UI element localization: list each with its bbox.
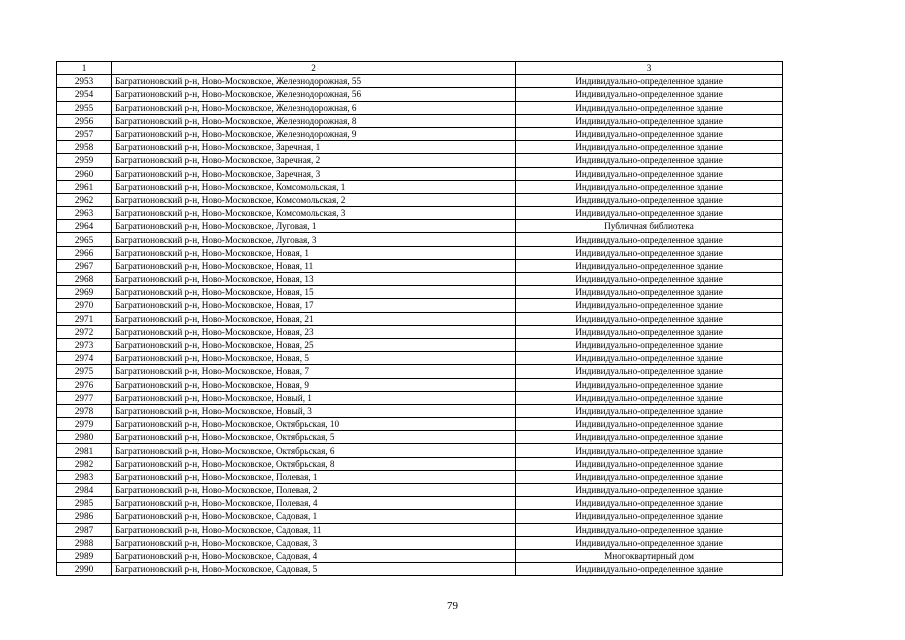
row-number-cell: 2979 [57, 418, 112, 431]
address-cell: Багратионовский р-н, Ново-Московское, Садовая, 4 [112, 549, 516, 562]
building-type-cell: Индивидуально-определенное здание [516, 246, 783, 259]
address-cell: Багратионовский р-н, Ново-Московское, Новая, 17 [112, 299, 516, 312]
address-cell: Багратионовский р-н, Ново-Московское, Комсомольская, 3 [112, 207, 516, 220]
building-type-cell: Индивидуально-определенное здание [516, 338, 783, 351]
table-row [57, 299, 783, 312]
table-row [57, 75, 783, 88]
table-row [57, 536, 783, 549]
row-number-cell: 2970 [57, 299, 112, 312]
table-row [57, 391, 783, 404]
building-type-cell: Индивидуально-определенное здание [516, 233, 783, 246]
address-cell: Багратионовский р-н, Ново-Московское, Железнодорожная, 6 [112, 101, 516, 114]
row-number-cell: 2985 [57, 497, 112, 510]
address-cell: Багратионовский р-н, Ново-Московское, Новый, 3 [112, 404, 516, 417]
row-number-cell: 2965 [57, 233, 112, 246]
address-cell: Багратионовский р-н, Ново-Московское, Садовая, 5 [112, 563, 516, 576]
row-number-cell: 2967 [57, 259, 112, 272]
row-number-cell: 2955 [57, 101, 112, 114]
table-row [57, 325, 783, 338]
column-header-number: 1 [57, 62, 112, 75]
registry-table [56, 61, 783, 576]
row-number-cell: 2959 [57, 154, 112, 167]
row-number-cell: 2971 [57, 312, 112, 325]
row-number-cell: 2969 [57, 286, 112, 299]
address-cell: Багратионовский р-н, Ново-Московское, Октябрьская, 6 [112, 444, 516, 457]
building-type-cell: Индивидуально-определенное здание [516, 418, 783, 431]
table-row [57, 246, 783, 259]
row-number-cell: 2980 [57, 431, 112, 444]
row-number-cell: 2978 [57, 404, 112, 417]
table-row [57, 470, 783, 483]
table-row [57, 141, 783, 154]
row-number-cell: 2984 [57, 484, 112, 497]
building-type-cell: Индивидуально-определенное здание [516, 484, 783, 497]
building-type-cell: Индивидуально-определенное здание [516, 286, 783, 299]
building-type-cell: Индивидуально-определенное здание [516, 404, 783, 417]
building-type-cell: Индивидуально-определенное здание [516, 325, 783, 338]
address-cell: Багратионовский р-н, Ново-Московское, Заречная, 1 [112, 141, 516, 154]
table-row [57, 563, 783, 576]
building-type-cell: Индивидуально-определенное здание [516, 259, 783, 272]
address-cell: Багратионовский р-н, Ново-Московское, Железнодорожная, 56 [112, 88, 516, 101]
table-row [57, 88, 783, 101]
address-cell: Багратионовский р-н, Ново-Московское, Новая, 9 [112, 378, 516, 391]
address-cell: Багратионовский р-н, Ново-Московское, Новая, 1 [112, 246, 516, 259]
address-cell: Багратионовский р-н, Ново-Московское, Железнодорожная, 9 [112, 127, 516, 140]
address-cell: Багратионовский р-н, Ново-Московское, Полевая, 4 [112, 497, 516, 510]
address-cell: Багратионовский р-н, Ново-Московское, Комсомольская, 1 [112, 180, 516, 193]
building-type-cell: Индивидуально-определенное здание [516, 391, 783, 404]
building-type-cell: Индивидуально-определенное здание [516, 101, 783, 114]
table-row [57, 154, 783, 167]
building-type-cell: Индивидуально-определенное здание [516, 352, 783, 365]
table-row [57, 167, 783, 180]
building-type-cell: Индивидуально-определенное здание [516, 299, 783, 312]
row-number-cell: 2958 [57, 141, 112, 154]
table-row [57, 457, 783, 470]
building-type-cell: Индивидуально-определенное здание [516, 470, 783, 483]
table-row [57, 523, 783, 536]
row-number-cell: 2986 [57, 510, 112, 523]
row-number-cell: 2982 [57, 457, 112, 470]
building-type-cell: Индивидуально-определенное здание [516, 312, 783, 325]
table-row [57, 418, 783, 431]
row-number-cell: 2990 [57, 563, 112, 576]
table-row [57, 549, 783, 562]
address-cell: Багратионовский р-н, Ново-Московское, Октябрьская, 8 [112, 457, 516, 470]
building-type-cell: Публичная библиотека [516, 220, 783, 233]
building-type-cell: Индивидуально-определенное здание [516, 193, 783, 206]
row-number-cell: 2981 [57, 444, 112, 457]
building-type-cell: Индивидуально-определенное здание [516, 141, 783, 154]
address-cell: Багратионовский р-н, Ново-Московское, Заречная, 3 [112, 167, 516, 180]
row-number-cell: 2963 [57, 207, 112, 220]
building-type-cell: Индивидуально-определенное здание [516, 563, 783, 576]
building-type-cell: Индивидуально-определенное здание [516, 497, 783, 510]
building-type-cell: Индивидуально-определенное здание [516, 207, 783, 220]
address-cell: Багратионовский р-н, Ново-Московское, Железнодорожная, 8 [112, 114, 516, 127]
building-type-cell: Индивидуально-определенное здание [516, 510, 783, 523]
row-number-cell: 2953 [57, 75, 112, 88]
address-cell: Багратионовский р-н, Ново-Московское, Луговая, 3 [112, 233, 516, 246]
building-type-cell: Индивидуально-определенное здание [516, 88, 783, 101]
row-number-cell: 2973 [57, 338, 112, 351]
row-number-cell: 2975 [57, 365, 112, 378]
column-header-building-type: 3 [516, 62, 783, 75]
row-number-cell: 2976 [57, 378, 112, 391]
row-number-cell: 2966 [57, 246, 112, 259]
row-number-cell: 2956 [57, 114, 112, 127]
row-number-cell: 2972 [57, 325, 112, 338]
address-cell: Багратионовский р-н, Ново-Московское, Октябрьская, 5 [112, 431, 516, 444]
building-type-cell: Индивидуально-определенное здание [516, 431, 783, 444]
row-number-cell: 2987 [57, 523, 112, 536]
row-number-cell: 2983 [57, 470, 112, 483]
address-cell: Багратионовский р-н, Ново-Московское, Новая, 15 [112, 286, 516, 299]
address-cell: Багратионовский р-н, Ново-Московское, Садовая, 11 [112, 523, 516, 536]
row-number-cell: 2988 [57, 536, 112, 549]
row-number-cell: 2968 [57, 273, 112, 286]
table-row [57, 259, 783, 272]
address-cell: Багратионовский р-н, Ново-Московское, Полевая, 2 [112, 484, 516, 497]
address-cell: Багратионовский р-н, Ново-Московское, Новая, 5 [112, 352, 516, 365]
row-number-cell: 2974 [57, 352, 112, 365]
row-number-cell: 2964 [57, 220, 112, 233]
address-cell: Багратионовский р-н, Ново-Московское, Садовая, 3 [112, 536, 516, 549]
table-row [57, 365, 783, 378]
building-type-cell: Индивидуально-определенное здание [516, 444, 783, 457]
table-row [57, 484, 783, 497]
building-type-cell: Индивидуально-определенное здание [516, 127, 783, 140]
table-row [57, 444, 783, 457]
table-row [57, 312, 783, 325]
building-type-cell: Индивидуально-определенное здание [516, 523, 783, 536]
table-row [57, 220, 783, 233]
building-type-cell: Многоквартирный дом [516, 549, 783, 562]
building-type-cell: Индивидуально-определенное здание [516, 167, 783, 180]
building-type-cell: Индивидуально-определенное здание [516, 536, 783, 549]
address-cell: Багратионовский р-н, Ново-Московское, Новая, 25 [112, 338, 516, 351]
table-row [57, 286, 783, 299]
address-cell: Багратионовский р-н, Ново-Московское, Полевая, 1 [112, 470, 516, 483]
address-cell: Багратионовский р-н, Ново-Московское, Комсомольская, 2 [112, 193, 516, 206]
address-cell: Багратионовский р-н, Ново-Московское, Новая, 11 [112, 259, 516, 272]
table-row [57, 180, 783, 193]
table-row [57, 101, 783, 114]
table-row [57, 114, 783, 127]
row-number-cell: 2954 [57, 88, 112, 101]
table-row [57, 378, 783, 391]
row-number-cell: 2977 [57, 391, 112, 404]
building-type-cell: Индивидуально-определенное здание [516, 75, 783, 88]
table-row [57, 233, 783, 246]
column-header-address: 2 [112, 62, 516, 75]
table-row [57, 497, 783, 510]
table-row [57, 207, 783, 220]
table-row [57, 352, 783, 365]
row-number-cell: 2962 [57, 193, 112, 206]
table-row [57, 404, 783, 417]
row-number-cell: 2961 [57, 180, 112, 193]
table-row [57, 338, 783, 351]
building-type-cell: Индивидуально-определенное здание [516, 114, 783, 127]
building-type-cell: Индивидуально-определенное здание [516, 154, 783, 167]
building-type-cell: Индивидуально-определенное здание [516, 457, 783, 470]
building-type-cell: Индивидуально-определенное здание [516, 365, 783, 378]
address-cell: Багратионовский р-н, Ново-Московское, Новый, 1 [112, 391, 516, 404]
table-body [57, 75, 783, 576]
row-number-cell: 2957 [57, 127, 112, 140]
address-cell: Багратионовский р-н, Ново-Московское, Октябрьская, 10 [112, 418, 516, 431]
table-row [57, 273, 783, 286]
address-cell: Багратионовский р-н, Ново-Московское, Новая, 7 [112, 365, 516, 378]
table-header-row [57, 62, 783, 75]
page-number: 79 [447, 600, 458, 612]
address-cell: Багратионовский р-н, Ново-Московское, Новая, 23 [112, 325, 516, 338]
row-number-cell: 2960 [57, 167, 112, 180]
address-cell: Багратионовский р-н, Ново-Московское, Заречная, 2 [112, 154, 516, 167]
table-row [57, 510, 783, 523]
address-cell: Багратионовский р-н, Ново-Московское, Луговая, 1 [112, 220, 516, 233]
address-cell: Багратионовский р-н, Ново-Московское, Новая, 21 [112, 312, 516, 325]
table-row [57, 193, 783, 206]
table-row [57, 127, 783, 140]
address-cell: Багратионовский р-н, Ново-Московское, Железнодорожная, 55 [112, 75, 516, 88]
building-type-cell: Индивидуально-определенное здание [516, 180, 783, 193]
address-cell: Багратионовский р-н, Ново-Московское, Новая, 13 [112, 273, 516, 286]
building-type-cell: Индивидуально-определенное здание [516, 378, 783, 391]
address-cell: Багратионовский р-н, Ново-Московское, Садовая, 1 [112, 510, 516, 523]
row-number-cell: 2989 [57, 549, 112, 562]
table-row [57, 431, 783, 444]
building-type-cell: Индивидуально-определенное здание [516, 273, 783, 286]
